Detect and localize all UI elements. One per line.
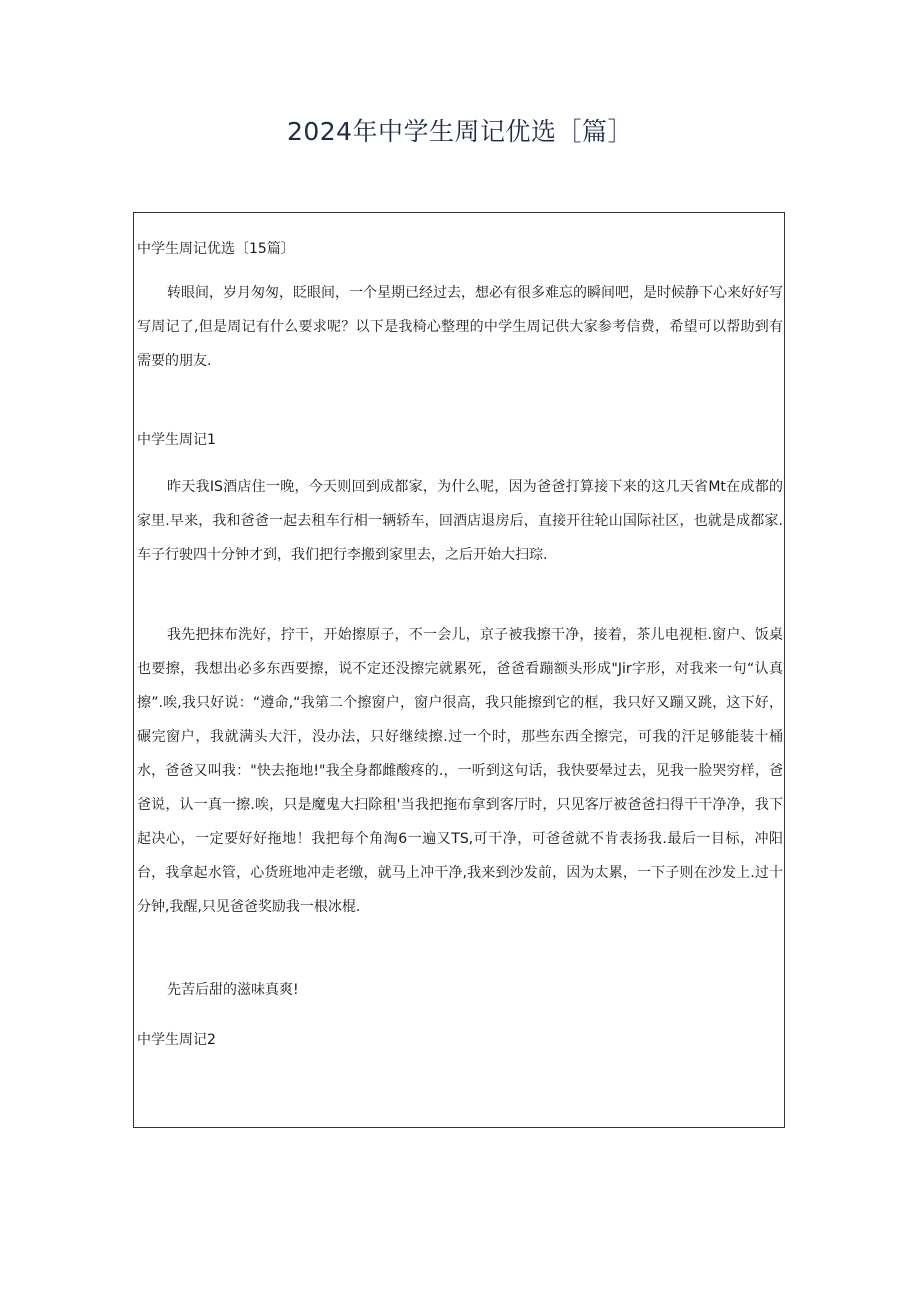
entry-heading-1: 中学生周记1 [137, 432, 216, 448]
entry-1-paragraph-1: 昨天我IS酒店住一晚，今天则回到成都家，为什么呢，因为爸爸打算接下来的这几天省Mt在成都的家里.早来，我和爸爸一起去租车行相一辆轿车，回酒店退房后，直接开往轮山国际社区，也就是成都家.车子行驶四十分钟才到，我们把行李搬到家里去，之后开始大扫琮. [137, 479, 783, 563]
document-title: 2024年中学生周记优选［篇］ [286, 117, 634, 146]
entry-1-paragraph-3: 先苦后甜的滋味真爽! [167, 982, 299, 998]
entry-1-paragraph-2: 我先把抹布洗好，拧干，开始擦原子，不一会儿，京子被我擦干净，接着，茶儿电视柜.窗户、饭桌也要擦，我想出必多东西要擦，说不定还没擦完就累死，爸爸看蹦额头形成"Jir字形，对我来一句“认真擦”.唉,我只好说：“遵命,“我第二个擦窗户，窗户很高，我只能擦到它的框，我只好又蹦又跳，这下好，碾完窗户，我就满头大汗，没办法，只好继续擦.过一个时，那些东西全擦完，可我的汗足够能装十桶水，爸爸又叫我："快去拖地!"我全身都雌酸疼的.，一听到这句话，我快要晕过去，见我一脸哭穷样，爸爸说，认一真一擦.唉，只是魔鬼大扫除租'当我把拖布拿到客厅时，只见客厅被爸爸扫得干干净净，我下起决心，一定要好好拖地！我把每个角淘6一遍又TS,可干净，可爸爸就不肯表扬我.最后一目标，冲阳台，我拿起水管，心货班地冲走老缴，就马上冲干净,我来到沙发前，因为太累，一下子则在沙发上.过十分钟,我醒,只见爸爸奖励我一根冰棍. [137, 627, 783, 915]
section-title: 中学生周记优选〔15篇〕 [137, 241, 295, 257]
content-box [133, 212, 785, 1128]
entry-heading-2: 中学生周记2 [137, 1032, 216, 1048]
intro-paragraph: 转眼间，岁月匆匆，眨眼间，一个星期已经过去，想必有很多难忘的瞬间吧，是时候静下心来好好写写周记了,但是周记有什么要求呢？以下是我椅心整理的中学生周记供大家参考信费，希望可以帮助到有需要的朋友. [137, 285, 783, 369]
